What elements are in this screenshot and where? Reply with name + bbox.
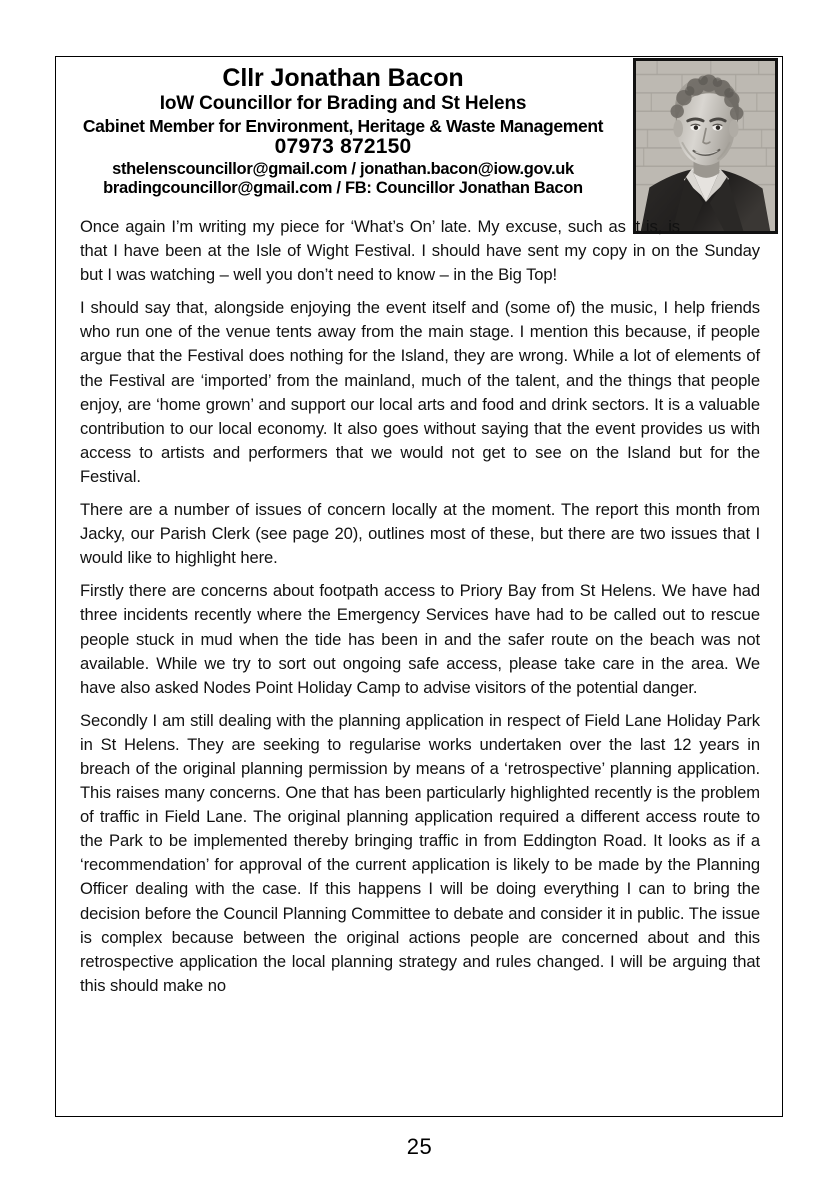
portrait-image (636, 61, 775, 231)
paragraph-1: Once again I’m writing my piece for ‘What’s On’ late. My excuse, such as it is, is that I have been at the Isle of Wight Festival. I should have sent my copy in on the Sunday but I was watching – well you don’t need to know – in the Big Top! (80, 217, 760, 285)
paragraph-5: Secondly I am still dealing with the planning application in respect of Field Lane Holiday Park in St Helens. They are seeking to regularise works undertaken over the last 12 years in breach of the original planning permission by means of a ‘retrospective’ planning application. This raises many concerns. One that has been particularly highlighted recently is the problem of traffic in Field Lane. The original planning application required a different access route to the Park to be implemented thereby bringing traffic in from Eddington Road. It looks as if a ‘recommendation’ for approval of the current application is likely to be made by the Planning Officer dealing with the case. If this happens I will be doing everything I can to bring the decision before the Council Planning Committee to debate and consider it in public. The issue is complex because between the original actions people are concerned about and this retrospective application the local planning strategy and rules changed. I will be arguing that this should make no (80, 710, 760, 995)
email-line-secondary: bradingcouncillor@gmail.com / FB: Councillor Jonathan Bacon (103, 178, 583, 197)
paragraph-4: Firstly there are concerns about footpath access to Priory Bay from St Helens. We have had three incidents recently where the Emergency Services have had to be called out to rescue people stuck in mud when the tide has been in and the safer route on the beach was not available. While we try to sort out ongoing safe access, please take care in the area. We have also asked Nodes Point Holiday Camp to advise visitors of the potential danger. (80, 581, 760, 697)
article-frame (55, 56, 783, 1117)
councillor-portrait-photo (633, 58, 778, 234)
phone-number: 07973 872150 (274, 135, 412, 159)
cabinet-role: Cabinet Member for Environment, Heritage & Waste Management (82, 115, 604, 136)
councillor-role: IoW Councillor for Brading and St Helens (159, 93, 527, 114)
page-number: 25 (406, 1134, 433, 1159)
article-body (80, 215, 760, 998)
paragraph-2: I should say that, alongside enjoying the event itself and (some of) the music, I help friends who run one of the venue tents away from the main stage. I mention this because, if people argue that the Festival does nothing for the Island, they are wrong. While a lot of elements of the Festival are ‘imported’ from the mainland, much of the talent, and the things that people enjoy, are ‘home grown’ and support our local arts and food and drink sectors. It is a valuable contribution to our local economy. It also goes without saying that the event provides us with access to artists and performers that we would not get to see on the Island but for the Festival. (80, 298, 760, 486)
paragraph-3: There are a number of issues of concern locally at the moment. The report this month from Jacky, our Parish Clerk (see page 20), outlines most of these, but there are two issues that I would like to highlight here. (80, 500, 760, 568)
email-line-primary: sthelenscouncillor@gmail.com / jonathan.bacon@iow.gov.uk (112, 160, 574, 179)
masthead (56, 65, 630, 199)
councillor-name: Cllr Jonathan Bacon (222, 64, 464, 92)
